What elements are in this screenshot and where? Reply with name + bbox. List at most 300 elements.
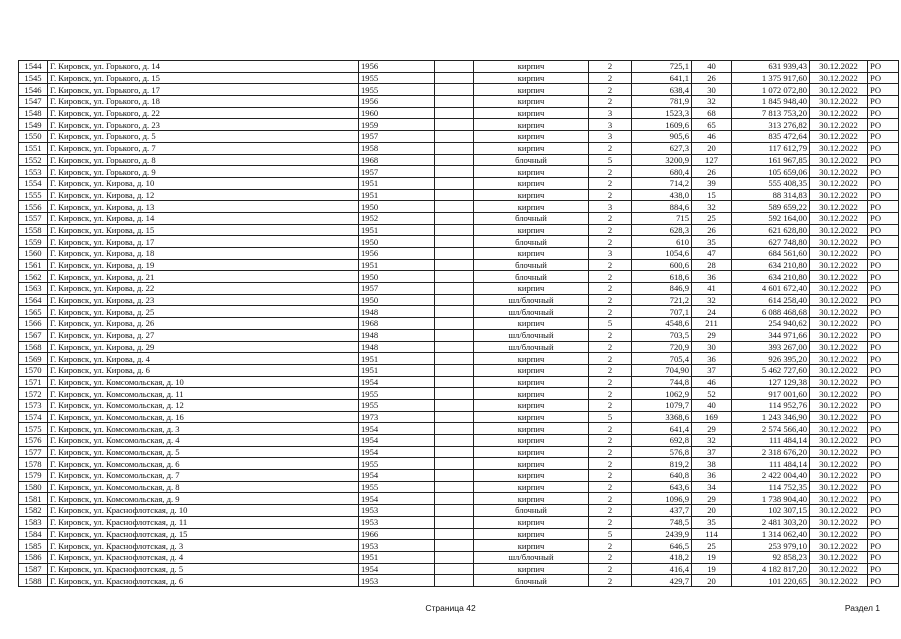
- row-number: 1572: [19, 388, 48, 400]
- apartments-cell: 19: [692, 563, 732, 575]
- floors-cell: 2: [589, 142, 632, 154]
- amount-cell: 117 612,79: [732, 142, 810, 154]
- row-number: 1564: [19, 294, 48, 306]
- empty-cell: [435, 189, 474, 201]
- table-row: [19, 72, 899, 84]
- material-cell: кирпич: [474, 470, 589, 482]
- empty-cell: [435, 212, 474, 224]
- material-cell: блочный: [474, 236, 589, 248]
- apartments-cell: 114: [692, 528, 732, 540]
- address-cell: Г. Кировск, ул. Кирова, д. 4: [48, 353, 359, 365]
- type-cell: РО: [868, 61, 899, 73]
- amount-cell: 627 748,80: [732, 236, 810, 248]
- material-cell: кирпич: [474, 72, 589, 84]
- material-cell: кирпич: [474, 540, 589, 552]
- amount-cell: 835 472,64: [732, 131, 810, 143]
- apartments-cell: 15: [692, 189, 732, 201]
- empty-cell: [435, 318, 474, 330]
- year-cell: 1955: [359, 399, 435, 411]
- year-cell: 1956: [359, 248, 435, 260]
- area-cell: 781,9: [632, 96, 692, 108]
- material-cell: кирпич: [474, 353, 589, 365]
- amount-cell: 2 481 303,20: [732, 516, 810, 528]
- date-cell: 30.12.2022: [810, 446, 868, 458]
- address-cell: Г. Кировск, ул. Краснофлотская, д. 10: [48, 505, 359, 517]
- empty-cell: [435, 341, 474, 353]
- row-number: 1549: [19, 119, 48, 131]
- year-cell: 1951: [359, 353, 435, 365]
- table-row: [19, 528, 899, 540]
- floors-cell: 2: [589, 493, 632, 505]
- amount-cell: 917 001,60: [732, 388, 810, 400]
- floors-cell: 2: [589, 84, 632, 96]
- date-cell: 30.12.2022: [810, 458, 868, 470]
- row-number: 1586: [19, 551, 48, 563]
- address-cell: Г. Кировск, ул. Комсомольская, д. 8: [48, 481, 359, 493]
- year-cell: 1954: [359, 423, 435, 435]
- empty-cell: [435, 551, 474, 563]
- row-number: 1560: [19, 248, 48, 260]
- amount-cell: 4 601 672,40: [732, 283, 810, 295]
- row-number: 1550: [19, 131, 48, 143]
- empty-cell: [435, 563, 474, 575]
- empty-cell: [435, 96, 474, 108]
- material-cell: шл/блочный: [474, 551, 589, 563]
- amount-cell: 926 395,20: [732, 353, 810, 365]
- apartments-cell: 30: [692, 84, 732, 96]
- table-row: [19, 61, 899, 73]
- material-cell: кирпич: [474, 189, 589, 201]
- year-cell: 1957: [359, 283, 435, 295]
- type-cell: РО: [868, 283, 899, 295]
- type-cell: РО: [868, 107, 899, 119]
- amount-cell: 111 484,14: [732, 458, 810, 470]
- apartments-cell: 39: [692, 177, 732, 189]
- year-cell: 1973: [359, 411, 435, 423]
- area-cell: 884,6: [632, 201, 692, 213]
- material-cell: шл/блочный: [474, 294, 589, 306]
- date-cell: 30.12.2022: [810, 166, 868, 178]
- material-cell: шл/блочный: [474, 341, 589, 353]
- empty-cell: [435, 435, 474, 447]
- address-cell: Г. Кировск, ул. Горького, д. 9: [48, 166, 359, 178]
- year-cell: 1950: [359, 294, 435, 306]
- row-number: 1547: [19, 96, 48, 108]
- year-cell: 1953: [359, 505, 435, 517]
- empty-cell: [435, 271, 474, 283]
- amount-cell: 1 314 062,40: [732, 528, 810, 540]
- area-cell: 4548,6: [632, 318, 692, 330]
- area-cell: 720,9: [632, 341, 692, 353]
- type-cell: РО: [868, 259, 899, 271]
- date-cell: 30.12.2022: [810, 84, 868, 96]
- material-cell: кирпич: [474, 423, 589, 435]
- amount-cell: 92 858,23: [732, 551, 810, 563]
- empty-cell: [435, 493, 474, 505]
- housing-register-table: [18, 60, 899, 587]
- row-number: 1558: [19, 224, 48, 236]
- material-cell: кирпич: [474, 166, 589, 178]
- table-row: [19, 551, 899, 563]
- address-cell: Г. Кировск, ул. Комсомольская, д. 4: [48, 435, 359, 447]
- date-cell: 30.12.2022: [810, 435, 868, 447]
- area-cell: 748,5: [632, 516, 692, 528]
- area-cell: 707,1: [632, 306, 692, 318]
- year-cell: 1955: [359, 84, 435, 96]
- address-cell: Г. Кировск, ул. Горького, д. 14: [48, 61, 359, 73]
- date-cell: 30.12.2022: [810, 493, 868, 505]
- type-cell: РО: [868, 166, 899, 178]
- apartments-cell: 52: [692, 388, 732, 400]
- material-cell: кирпич: [474, 376, 589, 388]
- area-cell: 846,9: [632, 283, 692, 295]
- apartments-cell: 30: [692, 341, 732, 353]
- date-cell: 30.12.2022: [810, 177, 868, 189]
- floors-cell: 5: [589, 411, 632, 423]
- date-cell: 30.12.2022: [810, 72, 868, 84]
- address-cell: Г. Кировск, ул. Кирова, д. 23: [48, 294, 359, 306]
- floors-cell: 2: [589, 575, 632, 587]
- row-number: 1569: [19, 353, 48, 365]
- material-cell: кирпич: [474, 364, 589, 376]
- date-cell: 30.12.2022: [810, 470, 868, 482]
- empty-cell: [435, 283, 474, 295]
- date-cell: 30.12.2022: [810, 376, 868, 388]
- amount-cell: 102 307,15: [732, 505, 810, 517]
- apartments-cell: 29: [692, 329, 732, 341]
- amount-cell: 631 939,43: [732, 61, 810, 73]
- type-cell: РО: [868, 470, 899, 482]
- apartments-cell: 25: [692, 212, 732, 224]
- table-row: [19, 481, 899, 493]
- type-cell: РО: [868, 177, 899, 189]
- empty-cell: [435, 166, 474, 178]
- address-cell: Г. Кировск, ул. Комсомольская, д. 5: [48, 446, 359, 458]
- apartments-cell: 20: [692, 505, 732, 517]
- area-cell: 819,2: [632, 458, 692, 470]
- material-cell: кирпич: [474, 96, 589, 108]
- row-number: 1548: [19, 107, 48, 119]
- address-cell: Г. Кировск, ул. Краснофлотская, д. 15: [48, 528, 359, 540]
- year-cell: 1956: [359, 96, 435, 108]
- type-cell: РО: [868, 154, 899, 166]
- amount-cell: 634 210,80: [732, 271, 810, 283]
- type-cell: РО: [868, 458, 899, 470]
- apartments-cell: 19: [692, 551, 732, 563]
- address-cell: Г. Кировск, ул. Комсомольская, д. 9: [48, 493, 359, 505]
- year-cell: 1954: [359, 376, 435, 388]
- address-cell: Г. Кировск, ул. Горького, д. 7: [48, 142, 359, 154]
- amount-cell: 7 813 753,20: [732, 107, 810, 119]
- row-number: 1571: [19, 376, 48, 388]
- table-row: [19, 142, 899, 154]
- year-cell: 1955: [359, 481, 435, 493]
- row-number: 1562: [19, 271, 48, 283]
- type-cell: РО: [868, 551, 899, 563]
- empty-cell: [435, 388, 474, 400]
- empty-cell: [435, 119, 474, 131]
- year-cell: 1953: [359, 516, 435, 528]
- address-cell: Г. Кировск, ул. Комсомольская, д. 7: [48, 470, 359, 482]
- table-row: [19, 306, 899, 318]
- year-cell: 1951: [359, 364, 435, 376]
- material-cell: кирпич: [474, 224, 589, 236]
- type-cell: РО: [868, 563, 899, 575]
- row-number: 1579: [19, 470, 48, 482]
- row-number: 1565: [19, 306, 48, 318]
- row-number: 1545: [19, 72, 48, 84]
- floors-cell: 2: [589, 294, 632, 306]
- row-number: 1588: [19, 575, 48, 587]
- year-cell: 1951: [359, 259, 435, 271]
- address-cell: Г. Кировск, ул. Кирова, д. 17: [48, 236, 359, 248]
- type-cell: РО: [868, 575, 899, 587]
- date-cell: 30.12.2022: [810, 236, 868, 248]
- date-cell: 30.12.2022: [810, 142, 868, 154]
- type-cell: РО: [868, 306, 899, 318]
- type-cell: РО: [868, 540, 899, 552]
- type-cell: РО: [868, 388, 899, 400]
- amount-cell: 114 752,35: [732, 481, 810, 493]
- area-cell: 704,90: [632, 364, 692, 376]
- address-cell: Г. Кировск, ул. Краснофлотская, д. 4: [48, 551, 359, 563]
- date-cell: 30.12.2022: [810, 341, 868, 353]
- material-cell: блочный: [474, 259, 589, 271]
- apartments-cell: 40: [692, 61, 732, 73]
- amount-cell: 105 659,06: [732, 166, 810, 178]
- year-cell: 1953: [359, 540, 435, 552]
- address-cell: Г. Кировск, ул. Кирова, д. 10: [48, 177, 359, 189]
- floors-cell: 2: [589, 446, 632, 458]
- floors-cell: 2: [589, 224, 632, 236]
- amount-cell: 101 220,65: [732, 575, 810, 587]
- address-cell: Г. Кировск, ул. Кирова, д. 27: [48, 329, 359, 341]
- table-row: [19, 107, 899, 119]
- empty-cell: [435, 516, 474, 528]
- area-cell: 418,2: [632, 551, 692, 563]
- empty-cell: [435, 236, 474, 248]
- address-cell: Г. Кировск, ул. Комсомольская, д. 16: [48, 411, 359, 423]
- floors-cell: 2: [589, 72, 632, 84]
- type-cell: РО: [868, 481, 899, 493]
- empty-cell: [435, 61, 474, 73]
- amount-cell: 114 952,76: [732, 399, 810, 411]
- amount-cell: 6 088 468,68: [732, 306, 810, 318]
- apartments-cell: 29: [692, 423, 732, 435]
- year-cell: 1953: [359, 575, 435, 587]
- apartments-cell: 37: [692, 446, 732, 458]
- material-cell: кирпич: [474, 142, 589, 154]
- apartments-cell: 28: [692, 259, 732, 271]
- date-cell: 30.12.2022: [810, 96, 868, 108]
- amount-cell: 684 561,60: [732, 248, 810, 260]
- table-row: [19, 119, 899, 131]
- floors-cell: 2: [589, 470, 632, 482]
- address-cell: Г. Кировск, ул. Кирова, д. 15: [48, 224, 359, 236]
- table-row: [19, 353, 899, 365]
- type-cell: РО: [868, 72, 899, 84]
- year-cell: 1954: [359, 493, 435, 505]
- row-number: 1556: [19, 201, 48, 213]
- date-cell: 30.12.2022: [810, 201, 868, 213]
- date-cell: 30.12.2022: [810, 528, 868, 540]
- apartments-cell: 20: [692, 575, 732, 587]
- row-number: 1552: [19, 154, 48, 166]
- row-number: 1559: [19, 236, 48, 248]
- date-cell: 30.12.2022: [810, 131, 868, 143]
- table-row: [19, 154, 899, 166]
- year-cell: 1960: [359, 107, 435, 119]
- amount-cell: 2 422 004,40: [732, 470, 810, 482]
- empty-cell: [435, 470, 474, 482]
- table-row: [19, 236, 899, 248]
- date-cell: 30.12.2022: [810, 318, 868, 330]
- address-cell: Г. Кировск, ул. Горького, д. 23: [48, 119, 359, 131]
- empty-cell: [435, 248, 474, 260]
- address-cell: Г. Кировск, ул. Горького, д. 22: [48, 107, 359, 119]
- table-row: [19, 435, 899, 447]
- address-cell: Г. Кировск, ул. Комсомольская, д. 12: [48, 399, 359, 411]
- empty-cell: [435, 107, 474, 119]
- apartments-cell: 32: [692, 201, 732, 213]
- type-cell: РО: [868, 294, 899, 306]
- address-cell: Г. Кировск, ул. Кирова, д. 19: [48, 259, 359, 271]
- address-cell: Г. Кировск, ул. Краснофлотская, д. 5: [48, 563, 359, 575]
- area-cell: 641,1: [632, 72, 692, 84]
- apartments-cell: 127: [692, 154, 732, 166]
- apartments-cell: 34: [692, 481, 732, 493]
- material-cell: кирпич: [474, 411, 589, 423]
- date-cell: 30.12.2022: [810, 399, 868, 411]
- date-cell: 30.12.2022: [810, 189, 868, 201]
- address-cell: Г. Кировск, ул. Кирова, д. 25: [48, 306, 359, 318]
- row-number: 1583: [19, 516, 48, 528]
- address-cell: Г. Кировск, ул. Кирова, д. 22: [48, 283, 359, 295]
- floors-cell: 2: [589, 458, 632, 470]
- type-cell: РО: [868, 528, 899, 540]
- table-row: [19, 516, 899, 528]
- row-number: 1557: [19, 212, 48, 224]
- apartments-cell: 169: [692, 411, 732, 423]
- material-cell: кирпич: [474, 84, 589, 96]
- row-number: 1563: [19, 283, 48, 295]
- year-cell: 1955: [359, 388, 435, 400]
- floors-cell: 2: [589, 189, 632, 201]
- floors-cell: 3: [589, 131, 632, 143]
- apartments-cell: 26: [692, 72, 732, 84]
- material-cell: кирпич: [474, 177, 589, 189]
- row-number: 1570: [19, 364, 48, 376]
- floors-cell: 2: [589, 212, 632, 224]
- floors-cell: 2: [589, 399, 632, 411]
- material-cell: кирпич: [474, 435, 589, 447]
- apartments-cell: 35: [692, 516, 732, 528]
- material-cell: кирпич: [474, 107, 589, 119]
- row-number: 1575: [19, 423, 48, 435]
- table-row: [19, 294, 899, 306]
- row-number: 1546: [19, 84, 48, 96]
- year-cell: 1948: [359, 306, 435, 318]
- amount-cell: 344 971,66: [732, 329, 810, 341]
- row-number: 1573: [19, 399, 48, 411]
- table-row: [19, 458, 899, 470]
- amount-cell: 313 276,82: [732, 119, 810, 131]
- table-row: [19, 318, 899, 330]
- area-cell: 1096,9: [632, 493, 692, 505]
- page-number: Страница 42: [425, 603, 476, 613]
- apartments-cell: 20: [692, 142, 732, 154]
- empty-cell: [435, 411, 474, 423]
- address-cell: Г. Кировск, ул. Комсомольская, д. 6: [48, 458, 359, 470]
- floors-cell: 2: [589, 376, 632, 388]
- floors-cell: 2: [589, 423, 632, 435]
- address-cell: Г. Кировск, ул. Краснофлотская, д. 3: [48, 540, 359, 552]
- type-cell: РО: [868, 224, 899, 236]
- area-cell: 725,1: [632, 61, 692, 73]
- year-cell: 1950: [359, 201, 435, 213]
- date-cell: 30.12.2022: [810, 364, 868, 376]
- type-cell: РО: [868, 212, 899, 224]
- apartments-cell: 36: [692, 470, 732, 482]
- area-cell: 641,4: [632, 423, 692, 435]
- apartments-cell: 26: [692, 224, 732, 236]
- row-number: 1554: [19, 177, 48, 189]
- floors-cell: 5: [589, 528, 632, 540]
- area-cell: 714,2: [632, 177, 692, 189]
- area-cell: 600,6: [632, 259, 692, 271]
- row-number: 1587: [19, 563, 48, 575]
- amount-cell: 127 129,38: [732, 376, 810, 388]
- type-cell: РО: [868, 201, 899, 213]
- empty-cell: [435, 353, 474, 365]
- apartments-cell: 47: [692, 248, 732, 260]
- address-cell: Г. Кировск, ул. Горького, д. 15: [48, 72, 359, 84]
- apartments-cell: 26: [692, 166, 732, 178]
- year-cell: 1951: [359, 177, 435, 189]
- address-cell: Г. Кировск, ул. Кирова, д. 14: [48, 212, 359, 224]
- row-number: 1584: [19, 528, 48, 540]
- area-cell: 1062,9: [632, 388, 692, 400]
- date-cell: 30.12.2022: [810, 259, 868, 271]
- year-cell: 1954: [359, 446, 435, 458]
- area-cell: 429,7: [632, 575, 692, 587]
- table-row: [19, 212, 899, 224]
- date-cell: 30.12.2022: [810, 411, 868, 423]
- amount-cell: 1 375 917,60: [732, 72, 810, 84]
- apartments-cell: 32: [692, 435, 732, 447]
- section-label: Раздел 1: [844, 603, 880, 613]
- floors-cell: 3: [589, 119, 632, 131]
- area-cell: 692,8: [632, 435, 692, 447]
- amount-cell: 5 462 727,60: [732, 364, 810, 376]
- floors-cell: 2: [589, 96, 632, 108]
- floors-cell: 2: [589, 341, 632, 353]
- area-cell: 638,4: [632, 84, 692, 96]
- empty-cell: [435, 259, 474, 271]
- date-cell: 30.12.2022: [810, 575, 868, 587]
- amount-cell: 111 484,14: [732, 435, 810, 447]
- floors-cell: 3: [589, 248, 632, 260]
- floors-cell: 5: [589, 154, 632, 166]
- address-cell: Г. Кировск, ул. Кирова, д. 13: [48, 201, 359, 213]
- type-cell: РО: [868, 329, 899, 341]
- area-cell: 576,8: [632, 446, 692, 458]
- date-cell: 30.12.2022: [810, 107, 868, 119]
- material-cell: кирпич: [474, 399, 589, 411]
- empty-cell: [435, 294, 474, 306]
- address-cell: Г. Кировск, ул. Краснофлотская, д. 6: [48, 575, 359, 587]
- empty-cell: [435, 364, 474, 376]
